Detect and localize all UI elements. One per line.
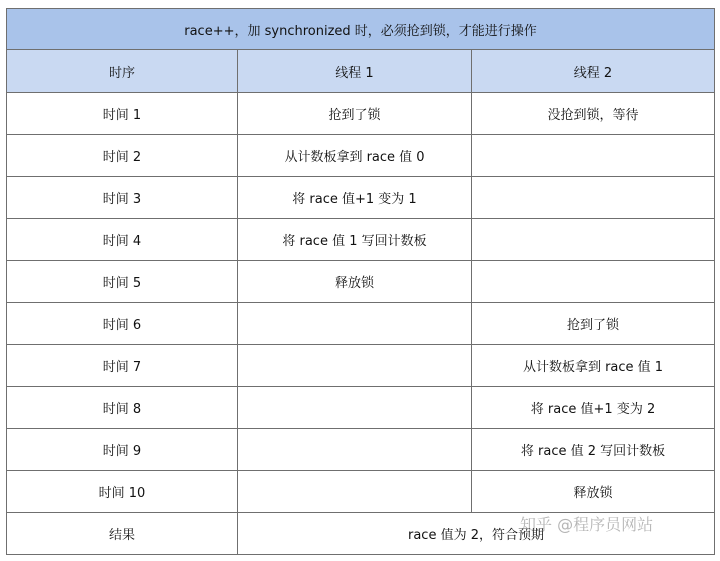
table-row (7, 177, 715, 219)
cell-thread2: 从计数板拿到 race 值 1 (472, 345, 715, 387)
table-row (7, 345, 715, 387)
synchronized-race-table (6, 8, 715, 555)
cell-thread1: 从计数板拿到 race 值 0 (238, 135, 472, 177)
table-row (7, 93, 715, 135)
cell-time: 时间 9 (7, 429, 238, 471)
table-row (7, 303, 715, 345)
zhihu-watermark: 知乎 @程序员网站 (520, 515, 654, 534)
table-row (7, 429, 715, 471)
cell-thread2: 释放锁 (472, 471, 715, 513)
cell-time: 时间 1 (7, 93, 238, 135)
column-header-thread1: 线程 1 (238, 50, 472, 93)
table-row (7, 219, 715, 261)
cell-thread2: 没抢到锁，等待 (472, 93, 715, 135)
cell-thread1 (238, 345, 472, 387)
cell-time: 时间 5 (7, 261, 238, 303)
table-row (7, 135, 715, 177)
cell-thread1 (238, 471, 472, 513)
cell-thread1: 抢到了锁 (238, 93, 472, 135)
result-value: race 值为 2，符合预期 (238, 513, 715, 555)
table-title: race++，加 synchronized 时，必须抢到锁，才能进行操作 (7, 9, 715, 50)
cell-thread2 (472, 219, 715, 261)
table-row (7, 387, 715, 429)
cell-time: 时间 6 (7, 303, 238, 345)
result-label: 结果 (7, 513, 238, 555)
cell-thread1 (238, 303, 472, 345)
table-header-row (7, 50, 715, 93)
cell-time: 时间 10 (7, 471, 238, 513)
cell-time: 时间 2 (7, 135, 238, 177)
cell-thread1: 将 race 值 1 写回计数板 (238, 219, 472, 261)
cell-thread2: 将 race 值 2 写回计数板 (472, 429, 715, 471)
cell-thread1: 释放锁 (238, 261, 472, 303)
result-row (7, 513, 715, 555)
cell-thread2 (472, 261, 715, 303)
cell-time: 时间 3 (7, 177, 238, 219)
table-title-row (7, 9, 715, 50)
column-header-thread2: 线程 2 (472, 50, 715, 93)
cell-time: 时间 4 (7, 219, 238, 261)
cell-time: 时间 8 (7, 387, 238, 429)
cell-thread2 (472, 135, 715, 177)
cell-thread2: 将 race 值+1 变为 2 (472, 387, 715, 429)
table-row (7, 261, 715, 303)
table-row (7, 471, 715, 513)
cell-thread2: 抢到了锁 (472, 303, 715, 345)
cell-thread1: 将 race 值+1 变为 1 (238, 177, 472, 219)
cell-thread1 (238, 387, 472, 429)
cell-time: 时间 7 (7, 345, 238, 387)
column-header-time: 时序 (7, 50, 238, 93)
cell-thread2 (472, 177, 715, 219)
cell-thread1 (238, 429, 472, 471)
